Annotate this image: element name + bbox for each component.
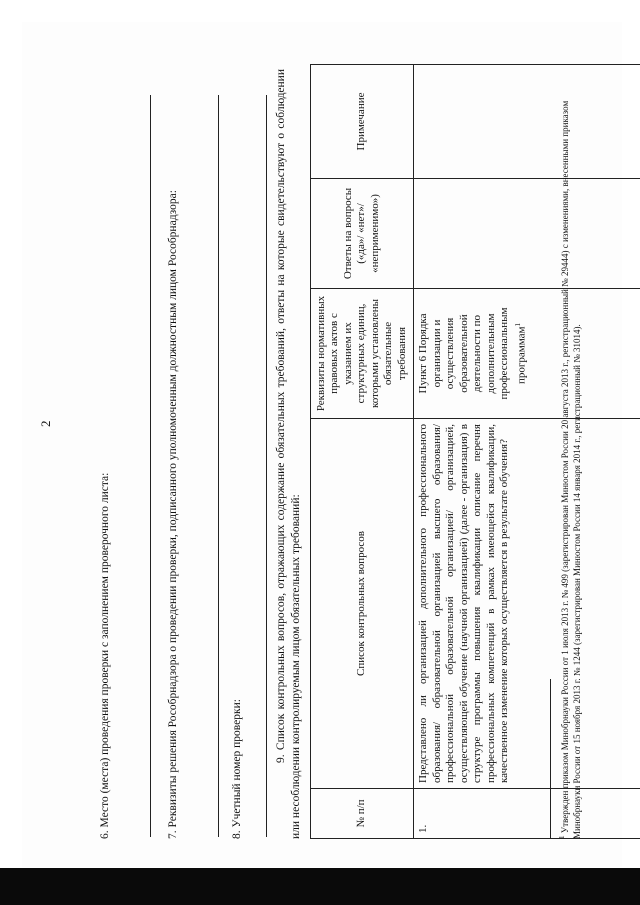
- rotated-document: [22, 22, 622, 867]
- row-requisites-text: Пункт 6 Порядка организации и осуществления образовательной деятельности по дополнительным профессиональным программам: [417, 307, 528, 400]
- row-number: 1.: [414, 789, 640, 839]
- header-answers: Ответы на вопросы («да»/ «нет»/ «неприменимо»): [311, 179, 414, 289]
- item-7-decision-requisites: 7. Реквизиты решения Рособрнадзора о проведении проверки, подписанного уполномоченным должностным лицом Рособрнадзора:: [167, 190, 179, 839]
- footnote-separator: [550, 679, 551, 839]
- page-number: 2: [38, 420, 53, 427]
- row-requisites: [414, 289, 640, 419]
- table-header-row: [311, 65, 414, 839]
- item-8-inspection-number: 8. Учетный номер проверки:: [231, 699, 243, 839]
- footnote-reference: 1: [513, 323, 522, 327]
- item-6-place-of-inspection: 6. Место (места) проведения проверки с заполнением проверочного листа:: [99, 472, 111, 839]
- footnote-text: Утвержден приказом Минобрнауки России от 1 июля 2013 г. № 499 (зарегистрирован Минюстом России 20 августа 2013 г., регистрационный № 29444) с изменениями, внесенными приказом Минобрнауки России от 15 ноября 2013 г. № 1244 (зарегистрирован Минюстом России 14 января 2014 г., регистрационный № 31014).: [560, 100, 582, 839]
- item-9-checklist-intro: 9. Список контрольных вопросов, отражающих содержание обязательных требований, ответы на которые свидетельствуют о соблюдении или несоблюдении контролируемым лицом обязательных требований:: [275, 69, 302, 839]
- footnote: [556, 49, 583, 839]
- scan-bottom-border: [0, 868, 640, 905]
- row-answer: [414, 179, 640, 289]
- row-question: Представлено ли организацией дополнительного профессионального образования/ образовательной организацией высшего образования/ профессиональной образовательной организацией/ организацией, осуществляющей обучение (научной организацией) (далее - организация) в структуре программы повышения квалификации описание перечня профессиональных компетенций в рамках имеющейся квалификации, качественное изменение которых осуществляется в результате обучения?: [414, 419, 640, 789]
- footnote-mark: 1: [558, 835, 566, 839]
- checklist-table: [310, 64, 640, 839]
- header-requisites: Реквизиты нормативных правовых актов с указанием их структурных единиц, которыми установлены обязательные требования: [311, 289, 414, 419]
- header-questions: Список контрольных вопросов: [311, 419, 414, 789]
- table-row: [414, 65, 640, 839]
- header-note: Примечание: [311, 65, 414, 179]
- fill-line-item-6: [150, 95, 151, 837]
- row-note: [414, 65, 640, 179]
- header-number: № п/п: [311, 789, 414, 839]
- fill-line-item-7: [218, 95, 219, 837]
- fill-line-item-8: [266, 95, 267, 837]
